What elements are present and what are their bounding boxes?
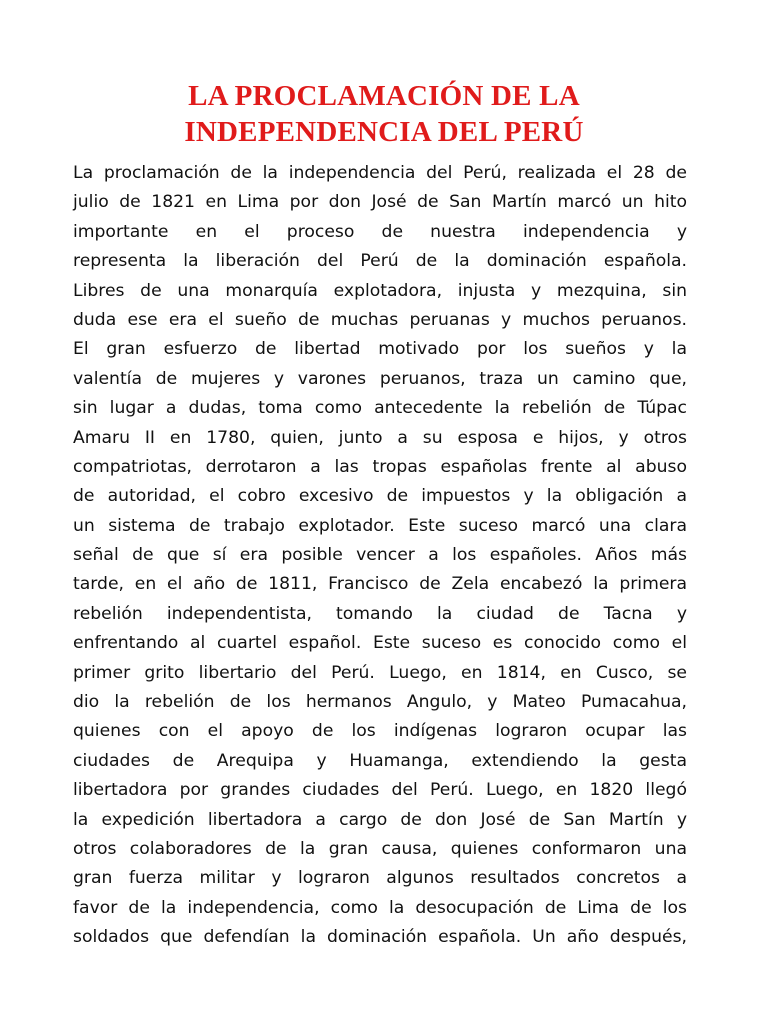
paragraph-line: la expedición libertadora a cargo de don José de San Martín y xyxy=(73,809,687,830)
title-line: INDEPENDENCIA DEL PERÚ xyxy=(184,116,584,148)
page-title xyxy=(60,78,708,150)
paragraph-line: quienes con el apoyo de los indígenas lograron ocupar las xyxy=(73,721,687,742)
paragraph-line: dio la rebelión de los hermanos Angulo, y Mateo Pumacahua, xyxy=(73,692,687,713)
paragraph-line: tarde, en el año de 1811, Francisco de Zela encabezó la primera xyxy=(73,574,687,595)
paragraph-line: La proclamación de la independencia del Perú, realizada el 28 de xyxy=(73,163,687,183)
paragraph-line: valentía de mujeres y varones peruanos, traza un camino que, xyxy=(73,368,687,389)
paragraph-line: ciudades de Arequipa y Huamanga, extendiendo la gesta xyxy=(73,750,687,771)
paragraph-line: compatriotas, derrotaron a las tropas españolas frente al abuso xyxy=(73,456,687,477)
paragraph-line: enfrentando al cuartel español. Este suceso es conocido como el xyxy=(73,633,687,654)
paragraph-line: representa la liberación del Perú de la dominación española. xyxy=(73,251,687,272)
paragraph-line: El gran esfuerzo de libertad motivado por los sueños y la xyxy=(73,339,687,360)
title-line: LA PROCLAMACIÓN DE LA xyxy=(188,80,580,112)
paragraph-line: importante en el proceso de nuestra independencia y xyxy=(73,221,687,242)
paragraph-line: Libres de una monarquía explotadora, injusta y mezquina, sin xyxy=(73,280,687,301)
paragraph-line: favor de la independencia, como la desocupación de Lima de los xyxy=(73,897,687,918)
paragraph-line: un sistema de trabajo explotador. Este suceso marcó una clara xyxy=(73,515,687,536)
paragraph-line: sin lugar a dudas, toma como antecedente la rebelión de Túpac xyxy=(73,398,687,419)
paragraph-line: gran fuerza militar y lograron algunos resultados concretos a xyxy=(73,868,687,889)
paragraph-line: otros colaboradores de la gran causa, quienes conformaron una xyxy=(73,838,687,859)
paragraph-line: primer grito libertario del Perú. Luego, en 1814, en Cusco, se xyxy=(73,662,687,683)
paragraph-line: Amaru II en 1780, quien, junto a su esposa e hijos, y otros xyxy=(73,427,687,448)
paragraph-line: julio de 1821 en Lima por don José de San Martín marcó un hito xyxy=(73,192,687,213)
paragraph-line: libertadora por grandes ciudades del Perú. Luego, en 1820 llegó xyxy=(73,780,687,801)
paragraph-line: de autoridad, el cobro excesivo de impuestos y la obligación a xyxy=(73,486,687,507)
paragraph-line: duda ese era el sueño de muchas peruanas y muchos peruanos. xyxy=(73,309,687,330)
paragraph-line: soldados que defendían la dominación española. Un año después, xyxy=(73,927,687,948)
paragraph-line: rebelión independentista, tomando la ciudad de Tacna y xyxy=(73,603,687,624)
body-paragraph xyxy=(73,159,687,953)
paragraph-line: señal de que sí era posible vencer a los españoles. Años más xyxy=(73,545,687,566)
